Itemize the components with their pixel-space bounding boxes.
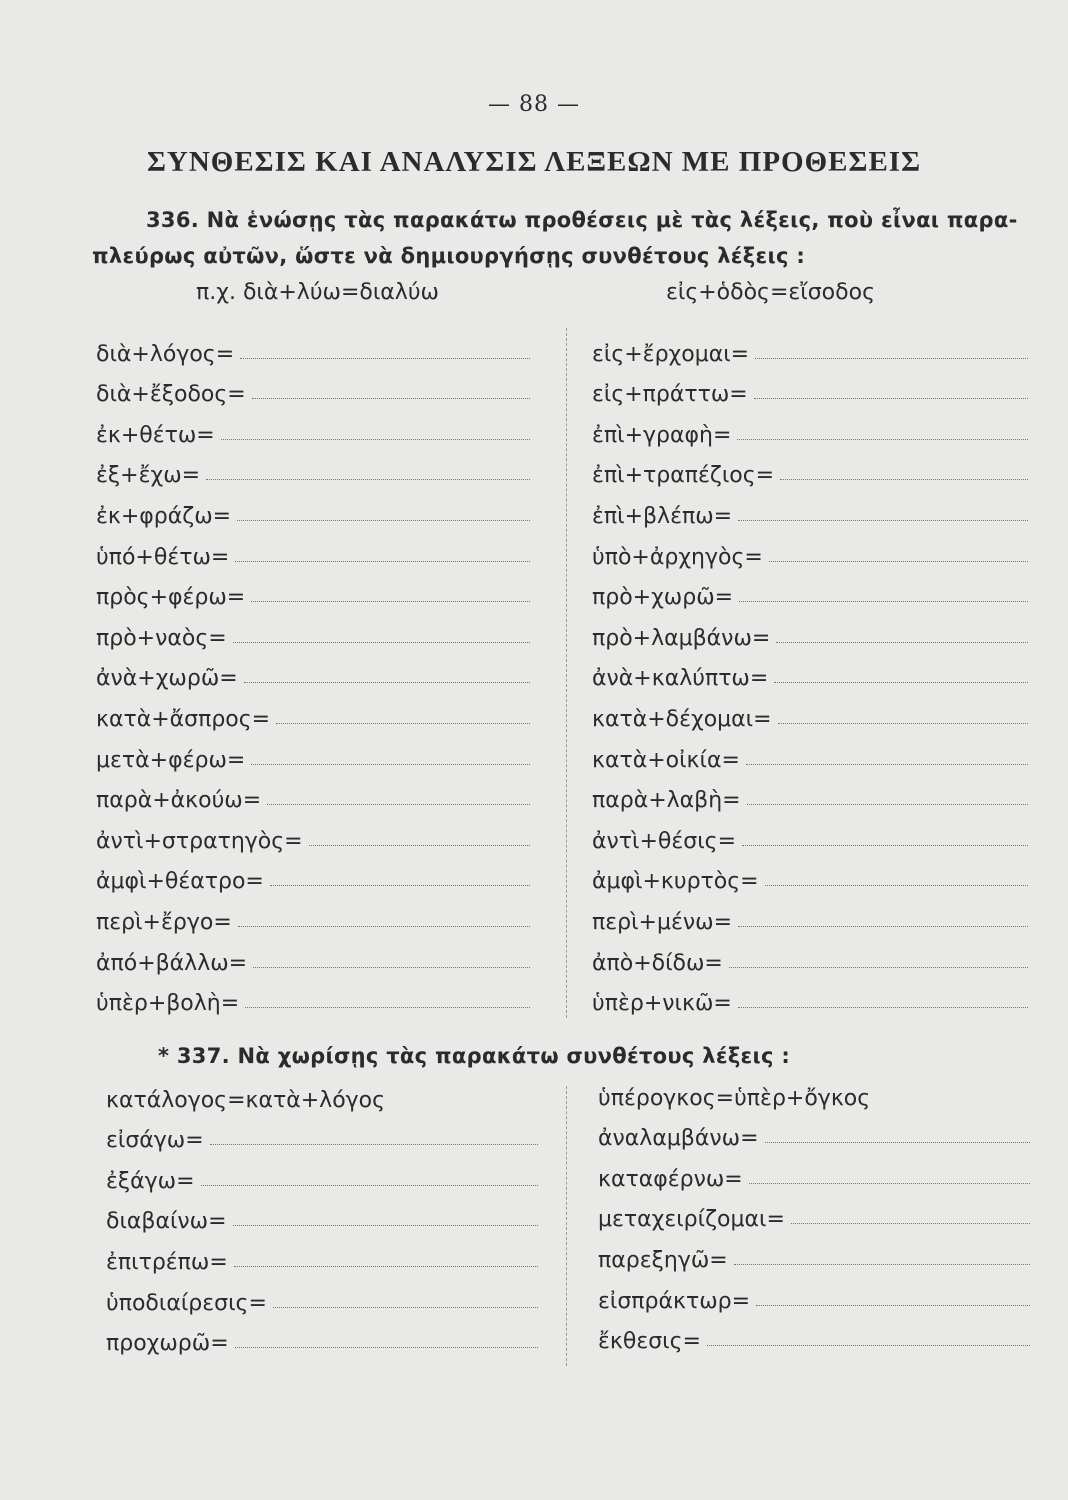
exercise-337-item	[598, 1232, 1030, 1273]
answer-blank[interactable]	[270, 885, 530, 886]
exercise-337-item-text: ἐξάγω=	[106, 1168, 195, 1194]
exercise-337-item-text: κατάλογος=κατὰ+λόγος	[106, 1087, 386, 1113]
exercise-336-item-text: ὑπὲρ+νικῶ=	[592, 991, 732, 1017]
answer-blank[interactable]	[742, 845, 1028, 846]
exercise-337-item	[598, 1111, 1030, 1152]
exercise-337-instruction	[158, 1044, 790, 1068]
answer-blank[interactable]	[746, 764, 1028, 765]
answer-blank[interactable]	[738, 926, 1028, 927]
exercise-336-item-text: πρὸς+φέρω=	[96, 585, 246, 611]
exercise-336-item-text: κατὰ+ἄσπρος=	[96, 706, 271, 732]
exercise-336-item-text: ἀντὶ+στρατηγὸς=	[96, 828, 303, 854]
exercise-336-item	[96, 488, 530, 529]
example-right: εἰς+ὁδὸς=εἴσοδος	[666, 280, 875, 305]
answer-blank[interactable]	[273, 1307, 538, 1308]
exercise-337-item	[106, 1234, 538, 1275]
exercise-337-number: * 337.	[158, 1044, 230, 1068]
exercise-336-item-text: πρὸ+λαμβάνω=	[592, 625, 771, 651]
page-title: ΣΥΝΘΕΣΙΣ ΚΑΙ ΑΝΑΛΥΣΙΣ ΛΕΞΕΩΝ ΜΕ ΠΡΟΘΕΣΕΙΣ	[146, 146, 922, 178]
exercise-336-item-text: ὑπό+θέτω=	[96, 544, 230, 570]
answer-blank[interactable]	[240, 358, 530, 359]
exercise-336-item-text: ἐκ+θέτω=	[96, 422, 215, 448]
exercise-337-item-text: προχωρῶ=	[106, 1331, 229, 1357]
exercise-336-item	[96, 813, 530, 854]
exercise-336-left-column	[96, 326, 530, 1016]
exercise-336-item	[96, 448, 530, 489]
exercise-336-item	[592, 488, 1028, 529]
exercise-337-item	[106, 1153, 538, 1194]
exercise-336-item	[592, 407, 1028, 448]
exercise-336-item-text: εἰς+ἔρχομαι=	[592, 341, 750, 367]
answer-blank[interactable]	[251, 601, 530, 602]
exercise-336-item	[592, 367, 1028, 408]
exercise-336-item	[96, 570, 530, 611]
exercise-337-item-text: εἰσάγω=	[106, 1128, 204, 1154]
exercise-337-right-column	[598, 1070, 1030, 1354]
answer-blank[interactable]	[201, 1185, 538, 1186]
answer-blank[interactable]	[237, 520, 530, 521]
exercise-336-instruction-line1: Νὰ ἑνώσῃς τὰς παρακάτω προθέσεις μὲ τὰς λέξεις, ποὺ εἶναι παρα-	[206, 208, 1018, 232]
exercise-336-item	[592, 448, 1028, 489]
answer-blank[interactable]	[780, 479, 1028, 480]
exercise-336-item	[96, 529, 530, 570]
exercise-336-item-text: ἐπὶ+βλέπω=	[592, 503, 733, 529]
exercise-337-item-text: ἀναλαμβάνω=	[598, 1126, 759, 1152]
exercise-336-item	[592, 610, 1028, 651]
exercise-336-item-text: ἀμφὶ+κυρτὸς=	[592, 869, 759, 895]
exercise-336-instruction	[146, 208, 1018, 232]
exercise-336-item-text: ἀπὸ+δίδω=	[592, 950, 723, 976]
exercise-336-item	[96, 610, 530, 651]
exercise-336-item-text: ἀμφὶ+θέατρο=	[96, 869, 264, 895]
answer-blank[interactable]	[235, 561, 530, 562]
answer-blank[interactable]	[734, 1264, 1030, 1265]
answer-blank[interactable]	[765, 1142, 1031, 1143]
column-divider	[566, 328, 567, 1018]
exercise-336-item	[592, 854, 1028, 895]
answer-blank[interactable]	[253, 967, 530, 968]
exercise-337-item-text: παρεξηγῶ=	[598, 1247, 728, 1273]
exercise-336-item	[592, 326, 1028, 367]
answer-blank[interactable]	[756, 1305, 1030, 1306]
exercise-336-item	[96, 732, 530, 773]
example-left	[196, 280, 439, 305]
exercise-336-item-text: ἀνὰ+καλύπτω=	[592, 666, 769, 692]
exercise-337-item	[106, 1316, 538, 1357]
answer-blank[interactable]	[276, 723, 530, 724]
exercise-336-item-text: παρὰ+λαβὴ=	[592, 788, 741, 814]
exercise-336-item	[592, 651, 1028, 692]
exercise-336-item	[96, 773, 530, 814]
exercise-336-item-text: ὑπὸ+ἀρχηγὸς=	[592, 544, 763, 570]
exercise-337-item-text: διαβαίνω=	[106, 1209, 227, 1235]
exercise-336-item	[592, 935, 1028, 976]
exercise-336-item-text: κατὰ+δέχομαι=	[592, 706, 772, 732]
exercise-336-item	[592, 570, 1028, 611]
exercise-336-item-text: ἀπό+βάλλω=	[96, 950, 248, 976]
exercise-336-item-text: εἰς+πράττω=	[592, 382, 748, 408]
exercise-336-item-text: πρὸ+χωρῶ=	[592, 585, 734, 611]
exercise-337-item	[106, 1072, 538, 1113]
exercise-337-item-text: ὑποδιαίρεσις=	[106, 1290, 267, 1316]
exercise-336-item-text: ἐκ+φράζω=	[96, 503, 232, 529]
exercise-336-instruction-line2: πλεύρως αὐτῶν, ὥστε νὰ δημιουργήσῃς συνθέτους λέξεις :	[92, 244, 806, 268]
exercise-336-item	[96, 326, 530, 367]
answer-blank[interactable]	[778, 723, 1028, 724]
answer-blank[interactable]	[233, 1225, 538, 1226]
exercise-336-item	[592, 894, 1028, 935]
answer-blank[interactable]	[776, 642, 1028, 643]
answer-blank[interactable]	[747, 804, 1028, 805]
exercise-337-item	[598, 1192, 1030, 1233]
exercise-336-right-column	[592, 326, 1028, 1016]
exercise-336-item	[96, 935, 530, 976]
exercise-336-item	[96, 976, 530, 1017]
exercise-336-item	[96, 651, 530, 692]
exercise-336-item	[96, 367, 530, 408]
answer-blank[interactable]	[235, 1347, 538, 1348]
exercise-337-item	[598, 1273, 1030, 1314]
answer-blank[interactable]	[739, 601, 1028, 602]
answer-blank[interactable]	[749, 1183, 1030, 1184]
answer-blank[interactable]	[707, 1345, 1030, 1346]
exercise-336-item-text: μετὰ+φέρω=	[96, 747, 246, 773]
answer-blank[interactable]	[765, 885, 1028, 886]
answer-blank[interactable]	[738, 1007, 1028, 1008]
answer-blank[interactable]	[233, 642, 530, 643]
answer-blank[interactable]	[737, 439, 1028, 440]
answer-blank[interactable]	[791, 1223, 1030, 1224]
exercise-336-item-text: ἐπὶ+γραφὴ=	[592, 422, 732, 448]
exercise-337-item-text: ἔκθεσις=	[598, 1329, 701, 1355]
exercise-337-item-text: μεταχειρίζομαι=	[598, 1207, 785, 1233]
answer-blank[interactable]	[206, 479, 530, 480]
exercise-337-item	[598, 1151, 1030, 1192]
exercise-337-item-text: καταφέρνω=	[598, 1166, 743, 1192]
exercise-336-item	[592, 732, 1028, 773]
answer-blank[interactable]	[221, 439, 530, 440]
answer-blank[interactable]	[729, 967, 1028, 968]
exercise-336-item	[96, 894, 530, 935]
answer-blank[interactable]	[738, 520, 1028, 521]
answer-blank[interactable]	[238, 926, 530, 927]
exercise-336-item	[592, 976, 1028, 1017]
exercise-337-item	[106, 1194, 538, 1235]
answer-blank[interactable]	[769, 561, 1028, 562]
exercise-336-item	[592, 529, 1028, 570]
exercise-336-item-text: ἀντὶ+θέσις=	[592, 828, 736, 854]
exercise-337-item	[106, 1275, 538, 1316]
exercise-336-item-text: περὶ+ἔργο=	[96, 909, 232, 935]
exercise-336-item	[96, 691, 530, 732]
exercise-337-left-column	[106, 1072, 538, 1356]
answer-blank[interactable]	[774, 682, 1028, 683]
exercise-336-item-text: παρὰ+ἀκούω=	[96, 788, 262, 814]
exercise-336-item-text: διὰ+λόγος=	[96, 341, 235, 367]
exercise-337-item-text: ἐπιτρέπω=	[106, 1249, 228, 1275]
exercise-336-item-text: διὰ+ἔξοδος=	[96, 382, 246, 408]
exercise-336-item	[592, 813, 1028, 854]
answer-blank[interactable]	[234, 1266, 538, 1267]
exercise-336-item	[96, 407, 530, 448]
exercise-336-item-text: κατὰ+οἰκία=	[592, 747, 740, 773]
exercise-336-item	[592, 691, 1028, 732]
answer-blank[interactable]	[754, 398, 1028, 399]
exercise-337-item-text: εἰσπράκτωρ=	[598, 1288, 751, 1314]
exercise-336-item-text: ὑπὲρ+βολὴ=	[96, 991, 240, 1017]
answer-blank[interactable]	[309, 845, 530, 846]
answer-blank[interactable]	[210, 1144, 538, 1145]
exercise-336-item	[96, 854, 530, 895]
exercise-336-item-text: ἐξ+ἔχω=	[96, 463, 201, 489]
answer-blank[interactable]	[244, 682, 530, 683]
exercise-336-item-text: περὶ+μένω=	[592, 909, 733, 935]
exercise-336-number: 336.	[146, 208, 200, 232]
example-prefix: π.χ.	[196, 280, 236, 305]
exercise-336-item	[592, 773, 1028, 814]
answer-blank[interactable]	[245, 1007, 530, 1008]
answer-blank[interactable]	[251, 764, 530, 765]
answer-blank[interactable]	[252, 398, 530, 399]
exercise-337-item	[598, 1314, 1030, 1355]
exercise-336-item-text: πρὸ+ναὸς=	[96, 625, 227, 651]
page-number: — 88 —	[488, 92, 580, 117]
answer-blank[interactable]	[755, 358, 1028, 359]
exercise-337-item	[598, 1070, 1030, 1111]
exercise-337-instruction-text: Νὰ χωρίσῃς τὰς παρακάτω συνθέτους λέξεις :	[237, 1044, 791, 1068]
exercise-336-item-text: ἐπὶ+τραπέζιος=	[592, 463, 775, 489]
exercise-337-item	[106, 1113, 538, 1154]
column-divider-337	[566, 1086, 567, 1366]
answer-blank[interactable]	[267, 804, 530, 805]
example-left-text: διὰ+λύω=διαλύω	[242, 280, 439, 305]
exercise-336-item-text: ἀνὰ+χωρῶ=	[96, 666, 238, 692]
exercise-337-item-text: ὑπέρογκος=ὑπὲρ+ὄγκος	[598, 1085, 871, 1111]
